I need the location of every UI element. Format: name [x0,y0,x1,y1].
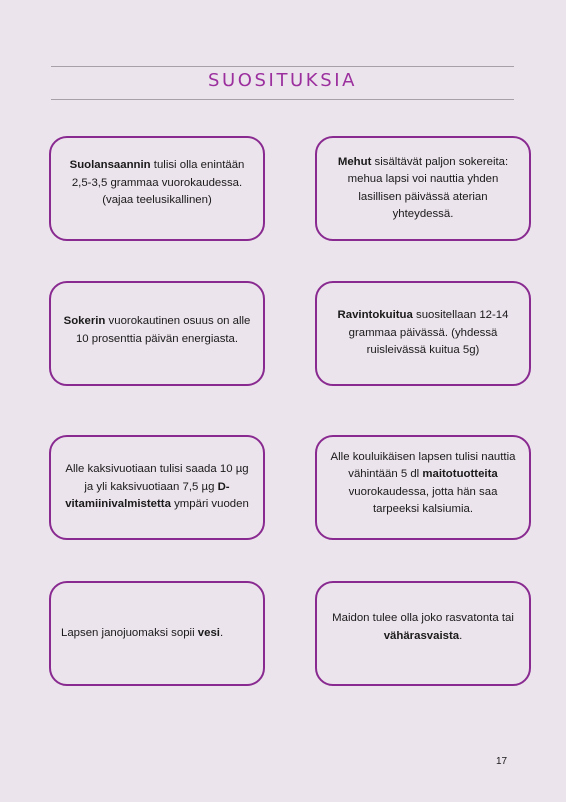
recommendation-card-fiber [315,281,531,386]
card-rest: vuorokautinen osuus on alle 10 prosenttia päivän energiasta. [75,315,251,345]
card-text [327,307,519,360]
card-text [327,449,519,519]
recommendation-card-vitamin-d [49,435,265,540]
heading-rule-top [51,66,514,67]
recommendation-card-salt [49,136,265,241]
recommendation-card-milk [315,581,531,686]
card-text [327,154,519,224]
recommendation-card-water [49,581,265,686]
card-text [327,610,519,645]
card-before: Maidon tulee olla joko rasvatonta tai [332,612,514,624]
card-keyword: vähärasvaista [383,629,460,642]
card-keyword: maitotuotteita [422,468,498,480]
card-keyword: vesi [197,626,220,639]
page-number: 17 [496,756,508,767]
card-rest: sisältävät paljon sokereita: mehua lapsi voi nauttia yhden lasillisen päivässä aterian yhteydessä. [347,155,509,220]
recommendation-card-dairy [315,435,531,540]
card-keyword: Sokerin [63,315,106,327]
card-before: Alle kouluikäisen lapsen tulisi nauttia vähintään 5 dl [330,450,516,480]
card-keyword: Ravintokuitua [337,309,413,322]
heading-rule-bottom [51,99,514,100]
card-rest: tulisi olla enintään 2,5-3,5 grammaa vuorokaudessa. (vajaa teelusikallinen) [71,159,245,207]
card-rest: vuorokaudessa, jotta hän saa tarpeeksi kalsiumia. [348,485,498,515]
recommendation-card-juice [315,136,531,241]
card-before: Lapsen janojuomaksi sopii [61,626,198,639]
page-heading: SUOSITUKSIA [207,70,358,91]
card-text [61,313,253,348]
card-rest: suositellaan 12-14 grammaa päivässä. (yhdessä ruisleivässä kuitua 5g) [348,309,509,357]
card-text [61,625,223,643]
card-keyword: D-vitamiinivalmistetta [65,480,230,511]
card-keyword: Mehut [337,155,372,168]
card-keyword: Suolansaannin [69,159,151,172]
card-rest: ympäri vuoden [170,498,249,511]
card-rest: . [459,629,463,642]
card-before: Alle kaksivuotiaan tulisi saada 10 µg ja yli kaksivuotiaan 7,5 µg [65,463,249,493]
card-rest: . [219,626,224,639]
card-text [61,461,253,514]
card-text [61,157,253,210]
recommendation-card-sugar [49,281,265,386]
